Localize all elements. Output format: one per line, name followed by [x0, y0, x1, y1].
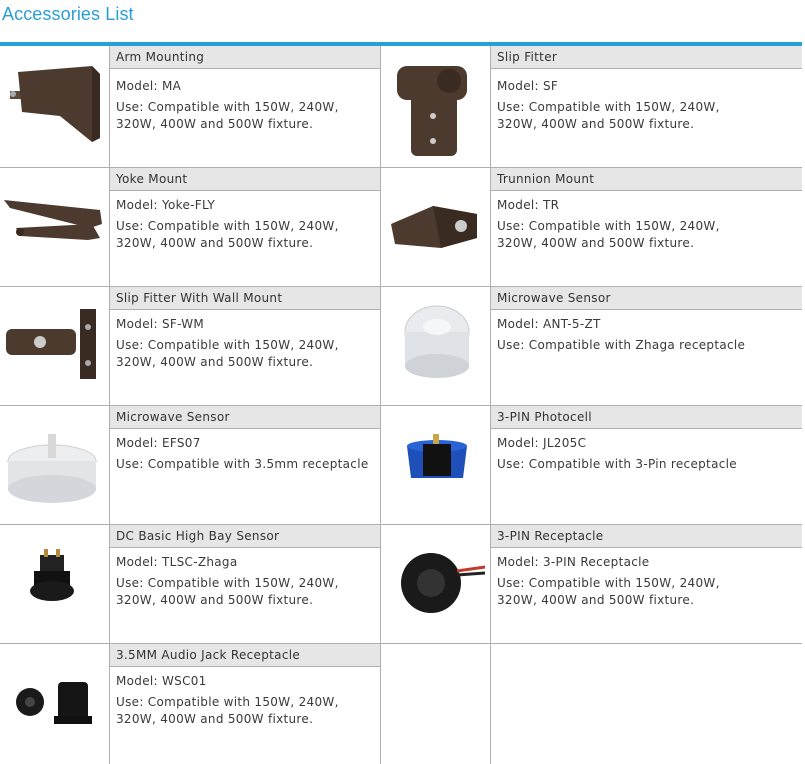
item-use: Use: Compatible with 150W, 240W,	[497, 576, 720, 590]
table-row	[0, 287, 802, 406]
item-use: Use: Compatible with 150W, 240W,	[116, 576, 339, 590]
item-model: Model: 3-PIN Receptacle	[497, 555, 650, 569]
wall-mount-image	[0, 287, 110, 405]
zhaga-sensor-icon	[381, 287, 492, 405]
audio-jack-image	[0, 644, 110, 764]
item-use: Use: Compatible with 150W, 240W,	[116, 219, 339, 233]
item-use: Use: Compatible with 150W, 240W,	[116, 695, 339, 709]
list-item	[110, 287, 380, 405]
item-name: 3-PIN Photocell	[491, 406, 802, 429]
item-model: Model: EFS07	[116, 436, 201, 450]
item-name: 3.5MM Audio Jack Receptacle	[110, 644, 380, 667]
item-use: Use: Compatible with 150W, 240W,	[497, 219, 720, 233]
high-bay-sensor-image	[0, 525, 110, 643]
table-row	[0, 46, 802, 168]
item-name: Trunnion Mount	[491, 168, 802, 191]
item-model: Model: TR	[497, 198, 560, 212]
slip-fitter-icon	[381, 46, 492, 167]
empty-cell	[491, 644, 802, 764]
photocell-icon	[381, 406, 492, 524]
table-row	[0, 525, 802, 644]
list-item	[110, 525, 380, 643]
item-use-cont: 320W, 400W and 500W fixture.	[497, 593, 695, 607]
zhaga-sensor-image	[380, 287, 491, 405]
item-use: Use: Compatible with 3.5mm receptacle	[116, 457, 369, 471]
item-model: Model: TLSC-Zhaga	[116, 555, 238, 569]
item-model: Model: Yoke-FLY	[116, 198, 216, 212]
item-model: Model: WSC01	[116, 674, 207, 688]
photocell-image	[380, 406, 491, 524]
table-row	[0, 168, 802, 287]
list-item	[110, 406, 380, 524]
efs07-sensor-image	[0, 406, 110, 524]
item-use: Use: Compatible with 3-Pin receptacle	[497, 457, 737, 471]
item-model: Model: SF	[497, 79, 559, 93]
list-item	[110, 168, 380, 286]
slip-fitter-image	[380, 46, 491, 167]
yoke-mount-image	[0, 168, 110, 286]
arm-mount-image	[0, 46, 110, 167]
item-name: Microwave Sensor	[110, 406, 380, 429]
item-use: Use: Compatible with Zhaga receptacle	[497, 338, 746, 352]
table-row	[0, 644, 802, 764]
item-name: 3-PIN Receptacle	[491, 525, 802, 548]
item-use-cont: 320W, 400W and 500W fixture.	[116, 355, 314, 369]
trunnion-mount-image	[380, 168, 491, 286]
wall-mount-icon	[0, 287, 110, 405]
list-item	[491, 406, 802, 524]
item-name: Slip Fitter	[491, 46, 802, 69]
item-name: Arm Mounting	[110, 46, 380, 69]
item-use-cont: 320W, 400W and 500W fixture.	[116, 236, 314, 250]
item-use-cont: 320W, 400W and 500W fixture.	[116, 712, 314, 726]
receptacle-icon	[381, 525, 492, 643]
item-model: Model: ANT-5-ZT	[497, 317, 601, 331]
receptacle-image	[380, 525, 491, 643]
high-bay-sensor-icon	[0, 525, 110, 643]
audio-jack-icon	[0, 644, 110, 762]
item-use-cont: 320W, 400W and 500W fixture.	[497, 117, 695, 131]
item-use: Use: Compatible with 150W, 240W,	[116, 100, 339, 114]
item-name: DC Basic High Bay Sensor	[110, 525, 380, 548]
item-name: Yoke Mount	[110, 168, 380, 191]
list-item	[491, 46, 802, 167]
item-use: Use: Compatible with 150W, 240W,	[116, 338, 339, 352]
item-model: Model: SF-WM	[116, 317, 205, 331]
accessories-table	[0, 46, 802, 764]
trunnion-mount-icon	[381, 168, 492, 286]
table-row	[0, 406, 802, 525]
page-title: Accessories List	[2, 4, 134, 24]
yoke-mount-icon	[0, 168, 110, 286]
item-use-cont: 320W, 400W and 500W fixture.	[116, 593, 314, 607]
empty-cell	[380, 644, 491, 764]
list-item	[491, 525, 802, 643]
arm-mount-icon	[0, 46, 110, 167]
item-name: Slip Fitter With Wall Mount	[110, 287, 380, 310]
efs07-sensor-icon	[0, 406, 110, 524]
list-item	[491, 168, 802, 286]
item-model: Model: JL205C	[497, 436, 587, 450]
item-use: Use: Compatible with 150W, 240W,	[497, 100, 720, 114]
list-item	[110, 46, 380, 167]
item-use-cont: 320W, 400W and 500W fixture.	[116, 117, 314, 131]
item-name: Microwave Sensor	[491, 287, 802, 310]
item-use-cont: 320W, 400W and 500W fixture.	[497, 236, 695, 250]
list-item	[491, 287, 802, 405]
list-item	[110, 644, 380, 764]
item-model: Model: MA	[116, 79, 182, 93]
